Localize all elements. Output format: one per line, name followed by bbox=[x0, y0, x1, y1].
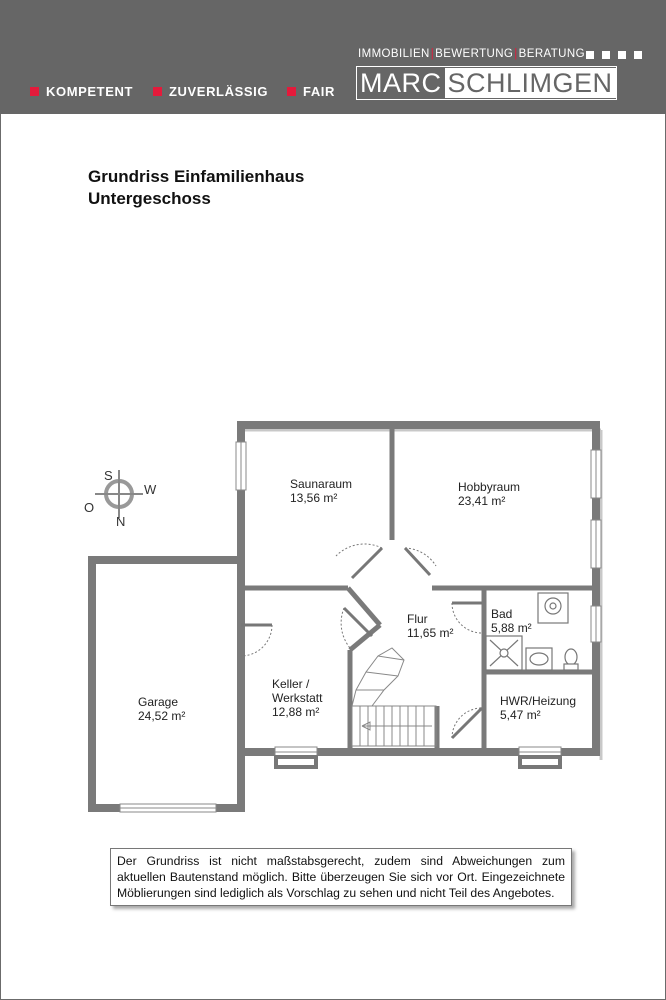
room-area-saunaraum: 13,56 m² bbox=[290, 491, 338, 505]
service-label: IMMOBILIEN bbox=[358, 48, 430, 60]
title-line-1: Grundriss Einfamilienhaus bbox=[88, 167, 305, 186]
service-label: BEWERTUNG bbox=[435, 48, 514, 60]
compass-icon bbox=[84, 468, 157, 529]
separator: | bbox=[514, 48, 518, 60]
staircase bbox=[352, 648, 436, 746]
compass-south: S bbox=[104, 468, 113, 483]
room-area-bad: 5,88 m² bbox=[491, 621, 532, 635]
compass-north: N bbox=[116, 514, 126, 529]
room-name-hobbyraum: Hobbyraum bbox=[458, 480, 521, 494]
slogan-label: FAIR bbox=[303, 84, 336, 99]
room-area-garage: 24,52 m² bbox=[138, 709, 186, 723]
window-sills bbox=[276, 757, 560, 767]
disclaimer-box: Der Grundriss ist nicht maßstabsgerecht, zudem sind Abweichungen zum aktuellen Bautenstand möglich. Bitte überzeugen Sie sich vor Ort. Eingezeichnete Möblierungen sind lediglich als Vorschlag zu sehen und nicht Teil des Angebotes. bbox=[110, 848, 572, 906]
slogan-label: ZUVERLÄSSIG bbox=[169, 84, 269, 99]
room-area-hobbyraum: 23,41 m² bbox=[458, 494, 506, 508]
room-name-werkstatt: Werkstatt bbox=[272, 691, 323, 705]
room-name-flur: Flur bbox=[407, 612, 428, 626]
compass-east: O bbox=[84, 500, 95, 515]
room-name-keller: Keller / bbox=[272, 677, 310, 691]
room-name-hwr: HWR/Heizung bbox=[500, 694, 577, 708]
title-line-2: Untergeschoss bbox=[88, 189, 211, 208]
room-name-bad: Bad bbox=[491, 607, 513, 621]
brand-part-1: MARC bbox=[360, 68, 442, 98]
service-label: BERATUNG bbox=[518, 48, 585, 60]
slogan-label: KOMPETENT bbox=[46, 84, 134, 99]
room-area-hwr: 5,47 m² bbox=[500, 708, 541, 722]
separator: | bbox=[430, 48, 435, 60]
room-area-flur: 11,65 m² bbox=[407, 626, 454, 640]
brand-part-2: SCHLIMGEN bbox=[445, 68, 616, 98]
room-name-saunaraum: Saunaraum bbox=[290, 477, 353, 491]
room-area-keller: 12,88 m² bbox=[272, 705, 320, 719]
room-name-garage: Garage bbox=[138, 695, 179, 709]
compass-west: W bbox=[144, 482, 157, 497]
